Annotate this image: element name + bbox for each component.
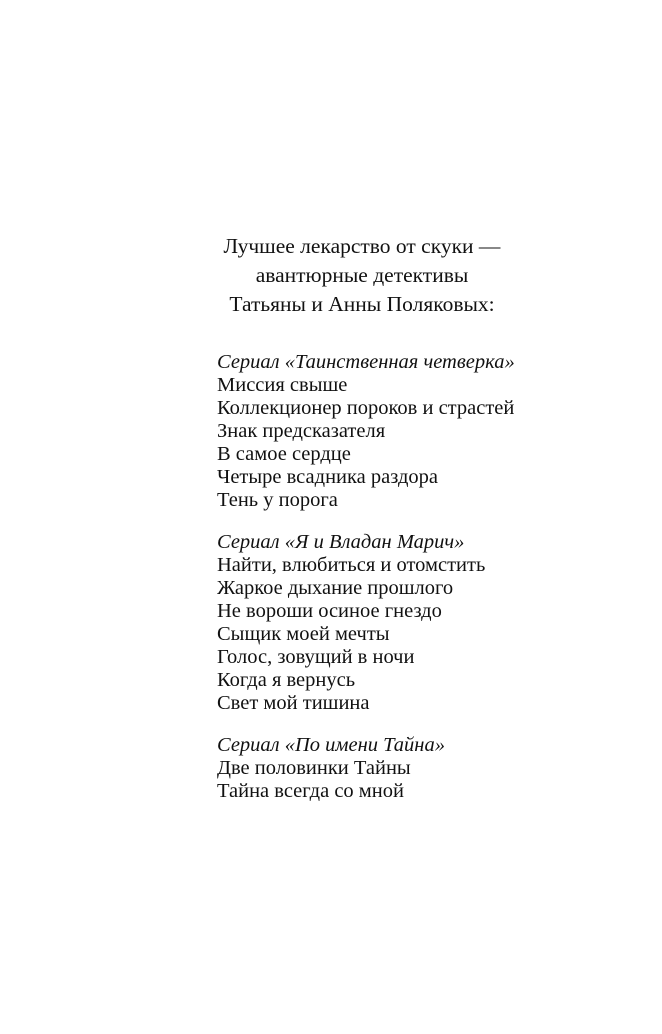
book-title: Жаркое дыхание прошлого: [217, 577, 454, 599]
intro-line: Татьяны и Анны Поляковых:: [229, 292, 495, 316]
book-title: Не вороши осиное гнездо: [217, 600, 442, 622]
book-title: Две половинки Тайны: [217, 757, 411, 779]
book-title: Тень у порога: [217, 489, 338, 511]
intro-heading: [0, 232, 662, 319]
intro-line: авантюрные детективы: [255, 263, 469, 287]
series-title: Сериал «По имени Тайна»: [217, 734, 445, 756]
book-title: Тайна всегда со мной: [217, 780, 404, 802]
series-block: [217, 351, 637, 512]
book-title: Четыре всадника раздора: [217, 466, 438, 488]
series-block: [217, 734, 637, 803]
series-title: Сериал «Я и Владан Марич»: [217, 531, 465, 553]
book-title: Коллекционер пороков и страстей: [217, 397, 515, 419]
book-title: В самое сердце: [217, 443, 351, 465]
book-title: Миссия свыше: [217, 374, 348, 396]
book-title: Когда я вернусь: [217, 669, 356, 691]
book-title: Знак предсказателя: [217, 420, 386, 442]
book-title: Свет мой тишина: [217, 692, 370, 714]
intro-line: Лучшее лекарство от скуки —: [223, 234, 501, 258]
series-title: Сериал «Таинственная четверка»: [217, 351, 515, 373]
series-block: [217, 531, 637, 715]
book-title: Голос, зовущий в ночи: [217, 646, 415, 668]
book-title: Найти, влюбиться и отомстить: [217, 554, 486, 576]
book-title: Сыщик моей мечты: [217, 623, 390, 645]
series-list: [217, 351, 637, 822]
